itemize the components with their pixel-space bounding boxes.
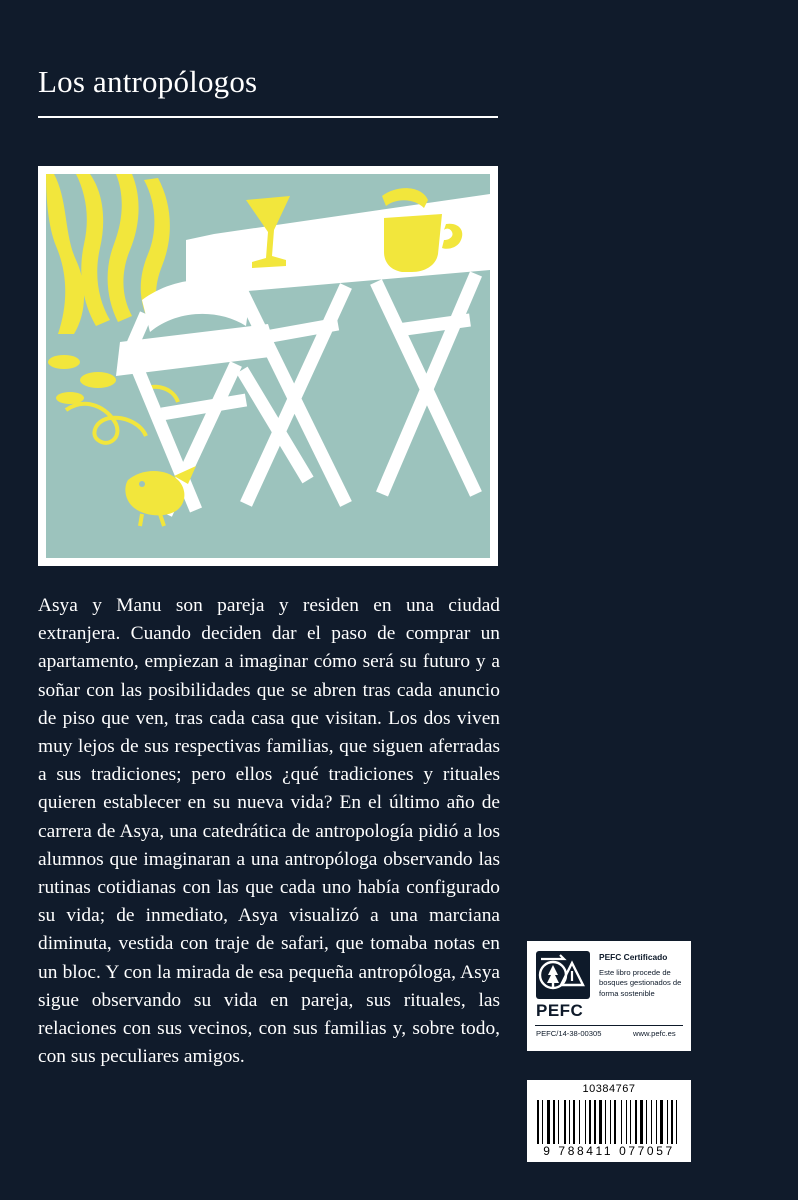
cover-illustration-frame [38,166,498,566]
pefc-description: Este libro procede de bosques gestionados de forma sostenible [599,968,682,998]
barcode-digits: 9 788411 077057 [543,1144,675,1158]
title-divider [38,116,498,118]
pefc-certified-label: PEFC Certificado [599,952,668,962]
cover-illustration [46,174,490,558]
pefc-wordmark: PEFC [536,1001,584,1020]
barcode-bars [537,1100,681,1144]
pefc-logo [536,951,592,1020]
pefc-code: PEFC/14-38-00305 [536,1029,602,1038]
barcode-top-number: 10384767 [582,1083,636,1095]
page-title: Los antropólogos [38,64,258,99]
pefc-divider [535,1025,683,1026]
pefc-badge [527,941,691,1051]
pefc-tree-icon [536,951,590,999]
barcode [527,1080,691,1162]
terrace-illustration-svg [46,174,490,558]
pefc-tree-arrows-icon [536,951,590,999]
pefc-url: www.pefc.es [633,1029,676,1038]
back-cover-blurb: Asya y Manu son pareja y residen en una ciudad extranjera. Cuando deciden dar el paso de comprar un apartamento, empiezan a imaginar cómo será su futuro y a soñar con las posibilidades que se abren tras cada anuncio de piso que ven, tras cada casa que visitan. Los dos viven muy lejos de sus respectivas familias, que siguen aferradas a sus tradiciones; pero ellos ¿qué tradiciones y rituales quieren establecer en su nueva vida? En el último año de carrera de Asya, una catedrática de antropología pidió a los alumnos que imaginaran a una antropóloga observando las rutinas cotidianas con las que cada uno había configurado su vida; de inmediato, Asya visualizó a una marciana diminuta, vestida con traje de safari, que tomaba notas en un bloc. Y con la mirada de esa pequeña antropóloga, Asya sigue observando su vida en pareja, sus rituales, las relaciones con sus vecinos, con sus familias y, sobre todo, con sus peculiares amigos. [38,595,500,1068]
